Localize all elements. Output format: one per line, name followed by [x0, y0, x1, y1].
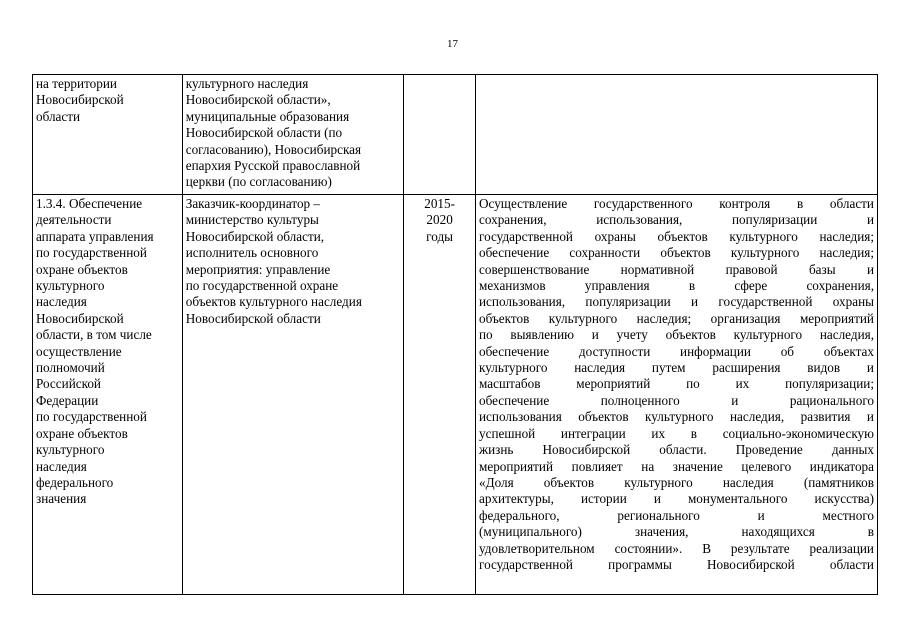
- text-line: масштабов мероприятий по их популяризации;: [479, 376, 874, 392]
- text-line: значения: [36, 491, 87, 507]
- activity-name-cell: [33, 75, 183, 195]
- program-activities-table: [32, 74, 878, 595]
- text-line: годы: [426, 228, 454, 244]
- text-line: Российской: [36, 376, 101, 392]
- text-line: 1.3.4. Обеспечение: [36, 196, 143, 211]
- text-line: деятельности: [36, 212, 112, 228]
- period-cell: [404, 195, 476, 595]
- activity-name-cell: [33, 195, 183, 595]
- text-line: мероприятия: управление: [185, 261, 331, 277]
- table-row: [33, 195, 878, 595]
- text-line: наследия: [36, 294, 87, 310]
- text-line: успешной интеграции их в социально-экономическую: [479, 425, 874, 441]
- text-line: мероприятий повлияет на значение целевого индикатора: [479, 458, 874, 474]
- period-cell: [404, 75, 476, 195]
- text-line: министерство культуры: [185, 212, 319, 228]
- text-line: архитектуры, истории и монументального искусства): [479, 491, 874, 507]
- text-line: на территории: [36, 76, 117, 91]
- text-line: по государственной: [36, 245, 147, 261]
- text-line: объектов культурного наследия: [185, 294, 362, 310]
- text-line: согласованию), Новосибирская: [185, 141, 362, 157]
- executor-cell: [182, 75, 404, 195]
- expected-results-cell: [476, 195, 878, 595]
- text-line: совершенствование нормативной правовой базы и: [479, 261, 874, 277]
- text-line: использования, популяризации и государственной охраны: [479, 294, 874, 310]
- text-line: исполнитель основного: [185, 245, 319, 261]
- text-line: аппарата управления: [36, 228, 154, 244]
- text-line: Новосибирской: [36, 310, 124, 326]
- text-line: удовлетворительном состоянии». В результате реализации: [479, 540, 874, 556]
- text-line: обеспечение сохранности объектов культурного наследия;: [479, 245, 874, 261]
- executor-cell: [182, 195, 404, 595]
- text-line: области: [36, 108, 81, 124]
- expected-results-cell: [476, 75, 878, 195]
- text-line: по выявлению и учету объектов культурного наследия,: [479, 327, 874, 343]
- table-row: [33, 75, 878, 195]
- text-line: наследия: [36, 458, 87, 474]
- text-line: церкви (по согласованию): [185, 174, 332, 190]
- text-line: осуществление: [36, 343, 122, 359]
- text-line: (муниципального) значения, находящихся в: [479, 524, 874, 540]
- text-line: по государственной: [36, 409, 147, 425]
- text-line: по государственной охране: [185, 278, 339, 294]
- text-line: Новосибирской области: [185, 310, 321, 326]
- text-line: Новосибирской области»,: [185, 92, 331, 108]
- text-line: федерального, регионального и местного: [479, 507, 874, 523]
- text-line: механизмов управления в сфере сохранения,: [479, 278, 874, 294]
- text-line: 2015-: [424, 196, 455, 211]
- text-line: жизнь Новосибирской области. Проведение данных: [479, 442, 874, 458]
- text-line: культурного: [36, 442, 105, 458]
- page-number: 17: [447, 38, 458, 50]
- text-line: культурного: [36, 278, 105, 294]
- text-line: Новосибирской области (по: [185, 125, 343, 141]
- text-line: обеспечение доступности информации об объектах: [479, 343, 874, 359]
- text-line: обеспечение полноценного и рационального: [479, 392, 874, 408]
- text-line: использования объектов культурного наследия, развития и: [479, 409, 874, 425]
- text-line: охране объектов: [36, 425, 128, 441]
- text-line: объектов культурного наследия; организация мероприятий: [479, 310, 874, 326]
- text-line: муниципальные образования: [185, 108, 350, 124]
- text-line: культурного наследия: [185, 76, 309, 91]
- text-line: федерального: [36, 474, 114, 490]
- text-line: охране объектов: [36, 261, 128, 277]
- text-line: государственной программы Новосибирской области: [479, 556, 874, 572]
- text-line: культурного наследия путем расширения видов и: [479, 360, 874, 376]
- text-line: Заказчик-координатор –: [185, 196, 321, 211]
- text-line: епархия Русской православной: [185, 158, 361, 174]
- text-line: 2020: [426, 212, 453, 228]
- text-line: «Доля объектов культурного наследия (памятников: [479, 474, 874, 490]
- text-line: Осуществление государственного контроля в области: [479, 196, 874, 211]
- text-line: сохранения, использования, популяризации и: [479, 212, 874, 228]
- text-line: Новосибирской области,: [185, 228, 325, 244]
- text-line: полномочий: [36, 360, 105, 376]
- text-line: государственной охраны объектов культурного наследия;: [479, 228, 874, 244]
- text-line: Федерации: [36, 392, 99, 408]
- text-line: Новосибирской: [36, 92, 124, 108]
- text-line: области, в том числе: [36, 327, 152, 343]
